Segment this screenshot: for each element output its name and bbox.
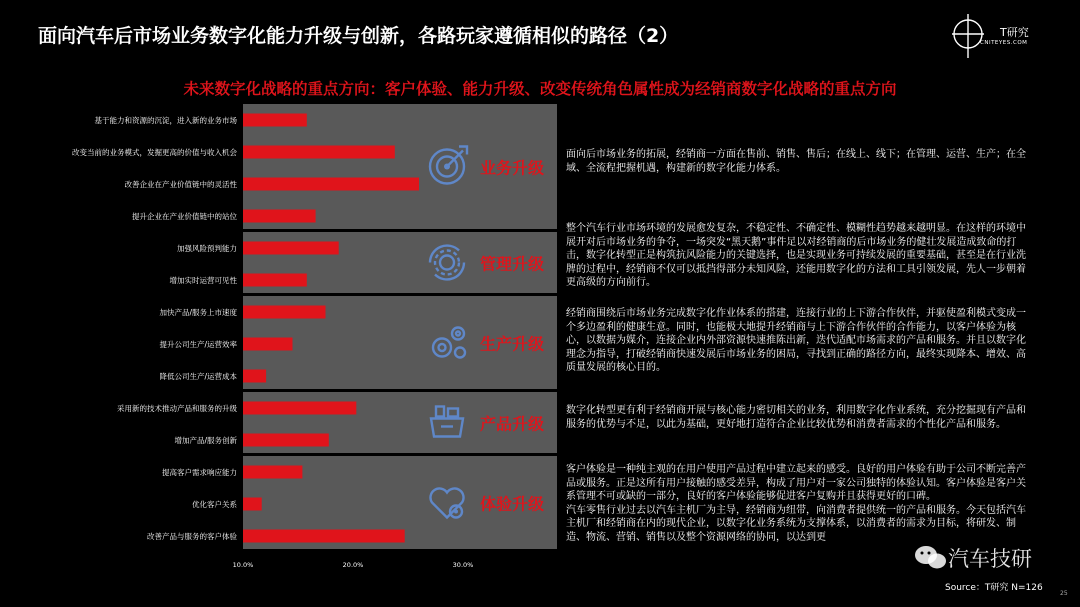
category-label: 基于能力和资源的沉淀，进入新的业务市场 — [94, 116, 237, 125]
chart-subtitle: 未来数字化战略的重点方向：客户体验、能力升级、改变传统角色属性成为经销商数字化战略的重点方向 — [183, 80, 897, 98]
description-management: 整个汽车行业市场环境的发展愈发复杂，不稳定性、不确定性、模糊性趋势越来越明显。在这样的环境中展开对后市场业务的争夺，一场突发“黑天鹅”事件足以对经销商的后市场业务的健壮发展造成致命的打击，数字化转型正是构筑抗风险能力的关键选择，也是实现业务可持续发展的重要基础，甚至是在行业洗牌的过程中，经销商不仅可以抵挡得部分未知风险，还能用数字化的方法和工具引领发展，先人一步朝着更高级的方向前行。 — [566, 223, 1026, 288]
group-label: 体验升级 — [480, 494, 545, 514]
bar — [243, 466, 302, 479]
category-label: 改善产品与服务的客户体验 — [147, 532, 237, 541]
category-label: 提升企业在产业价值链中的站位 — [132, 212, 237, 221]
bar — [243, 434, 329, 447]
bar — [243, 274, 307, 287]
bar — [243, 146, 395, 159]
category-label: 提高客户需求响应能力 — [162, 468, 237, 477]
bar — [243, 210, 316, 223]
category-label: 改善企业在产业价值链中的灵活性 — [124, 180, 237, 189]
group-label: 业务升级 — [480, 158, 545, 178]
bar — [243, 402, 356, 415]
group-label: 生产升级 — [480, 334, 545, 354]
bar — [243, 242, 339, 255]
brand-subtitle: CNITEYES.COM — [980, 40, 1028, 46]
description-product: 数字化转型更有利于经销商开展与核心能力密切相关的业务，利用数字化作业系统，充分挖掘现有产品和服务的优势与不足，以此为基础，更好地打造符合企业比较优势和消费者需求的个性化产品和服务。 — [566, 405, 1026, 430]
category-label: 加快产品/服务上市速度 — [159, 308, 237, 317]
page-title: 面向汽车后市场业务数字化能力升级与创新，各路玩家遵循相似的路径（2） — [38, 25, 679, 47]
bar — [243, 498, 262, 511]
description-experience: 客户体验是一种纯主观的在用户使用产品过程中建立起来的感受。良好的用户体验有助于公司不断完善产品或服务。正是这所有用户接触的感受差异，构成了用户对一家公司独特的体验认知。客户体验是客户关系管理不可或缺的一部分，良好的客户体验能够促进客户复购并且获得更好的口碑。 汽车零售行业过去以汽车主机厂为主导，经销商为纽带，向消费者提供统一的产品和服务。今天包括汽车主机厂和经销商在内的现代企业，以数字化业务系统为支撑体系，以消费者的需求为目标，将研发、制造、物流、营销、销售以及整个资源网络的协同，以达到更 — [566, 464, 1026, 543]
category-label: 增加产品/服务创新 — [174, 436, 237, 445]
brand-name: T研究 — [1000, 26, 1029, 39]
bar — [243, 338, 293, 351]
x-tick-label: 20.0% — [342, 561, 364, 569]
description-business: 面向后市场业务的拓展，经销商一方面在售前、销售、售后；在线上、线下；在管理、运营、生产；在全域、全流程把握机遇，构建新的数字化能力体系。 — [566, 149, 1026, 174]
watermark-text: 汽车技研 — [948, 547, 1032, 571]
group-label: 管理升级 — [480, 254, 545, 274]
bar — [243, 114, 307, 127]
category-label: 改变当前的业务模式，发掘更高的价值与收入机会 — [72, 148, 237, 157]
source-note: Source：T研究 N=126 — [945, 583, 1043, 593]
category-label: 加强风险预判能力 — [177, 244, 237, 253]
x-tick-label: 10.0% — [232, 561, 254, 569]
category-label: 增加实时运营可见性 — [169, 276, 237, 285]
x-tick-label: 30.0% — [452, 561, 474, 569]
bar — [243, 530, 405, 543]
category-label: 采用新的技术推动产品和服务的升级 — [117, 404, 237, 413]
bar — [243, 178, 419, 191]
group-label: 产品升级 — [480, 414, 545, 434]
bar — [243, 306, 326, 319]
category-label: 提升公司生产/运营效率 — [159, 340, 237, 349]
description-production: 经销商围绕后市场业务完成数字化作业体系的搭建，连接行业的上下游合作伙伴，并驱使盈利模式变成一个多边盈利的健康生意。同时，也能极大地提升经销商与上下游合作伙伴的合作能力，以客户体验为核心，以数据为媒介，连接企业内外部资源快速推陈出新，迭代适配市场需求的产品和服务。并且以数字化理念为指导，打破经销商快速发展后市场业务的困局，寻找到正确的路径方向，最终实现降本、增效、高质量发展的核心目的。 — [566, 308, 1026, 373]
page-number: 25 — [1060, 590, 1068, 597]
bar — [243, 370, 266, 383]
category-label: 优化客户关系 — [192, 500, 237, 509]
category-label: 降低公司生产/运营成本 — [159, 372, 237, 381]
